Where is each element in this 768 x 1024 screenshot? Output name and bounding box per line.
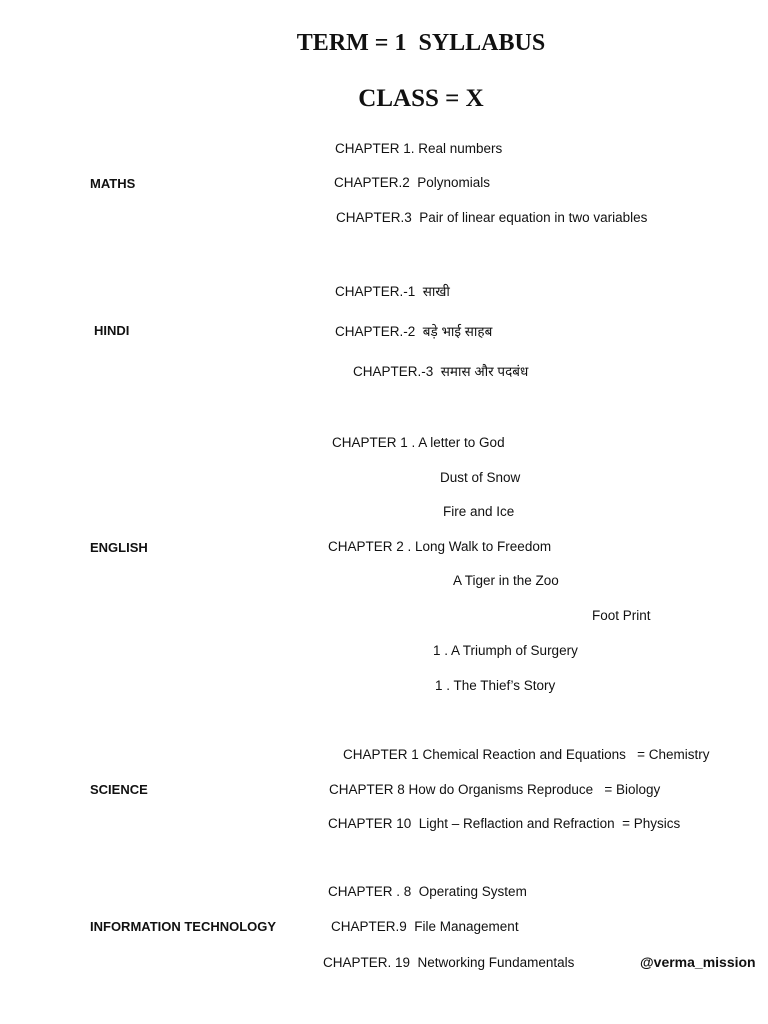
english-supplementary-1: 1 . A Triumph of Surgery [433, 643, 578, 658]
author-handle: @verma_mission [640, 954, 756, 970]
maths-chapter-2: CHAPTER.2 Polynomials [334, 175, 491, 190]
science-chapter-10: CHAPTER 10 Light – Reflaction and Refraction = Physics [328, 816, 681, 831]
english-chapter-2: CHAPTER 2 . Long Walk to Freedom [328, 539, 552, 554]
english-poem-dust-of-snow: Dust of Snow [440, 470, 521, 485]
maths-chapter-1: CHAPTER 1. Real numbers [335, 141, 503, 156]
it-chapter-19: CHAPTER. 19 Networking Fundamentals [323, 955, 575, 970]
science-chapter-1: CHAPTER 1 Chemical Reaction and Equations = Chemistry [343, 747, 710, 762]
it-chapter-9: CHAPTER.9 File Management [331, 919, 519, 934]
subject-science: SCIENCE [90, 782, 148, 797]
hindi-chapter-1: CHAPTER.-1 साखी [335, 284, 450, 299]
english-poem-fire-and-ice: Fire and Ice [443, 504, 515, 519]
english-chapter-1: CHAPTER 1 . A letter to God [332, 435, 505, 450]
hindi-chapter-3: CHAPTER.-3 समास और पदबंध [353, 364, 529, 379]
science-chapter-8: CHAPTER 8 How do Organisms Reproduce = Biology [329, 782, 661, 797]
subject-maths: MATHS [90, 176, 136, 191]
english-supplementary-2: 1 . The Thief’s Story [435, 678, 556, 693]
subject-information-technology: INFORMATION TECHNOLOGY [90, 919, 277, 934]
class-heading: CLASS = X [358, 85, 484, 112]
english-poem-tiger: A Tiger in the Zoo [453, 573, 559, 588]
subject-hindi: HINDI [94, 323, 130, 338]
maths-chapter-3: CHAPTER.3 Pair of linear equation in two variables [336, 210, 648, 225]
it-chapter-8: CHAPTER . 8 Operating System [328, 884, 527, 899]
english-foot-print: Foot Print [592, 608, 651, 623]
hindi-chapter-2: CHAPTER.-2 बड़े भाई साहब [335, 324, 493, 339]
page-title: TERM = 1 SYLLABUS [296, 30, 546, 56]
subject-english: ENGLISH [90, 540, 148, 555]
